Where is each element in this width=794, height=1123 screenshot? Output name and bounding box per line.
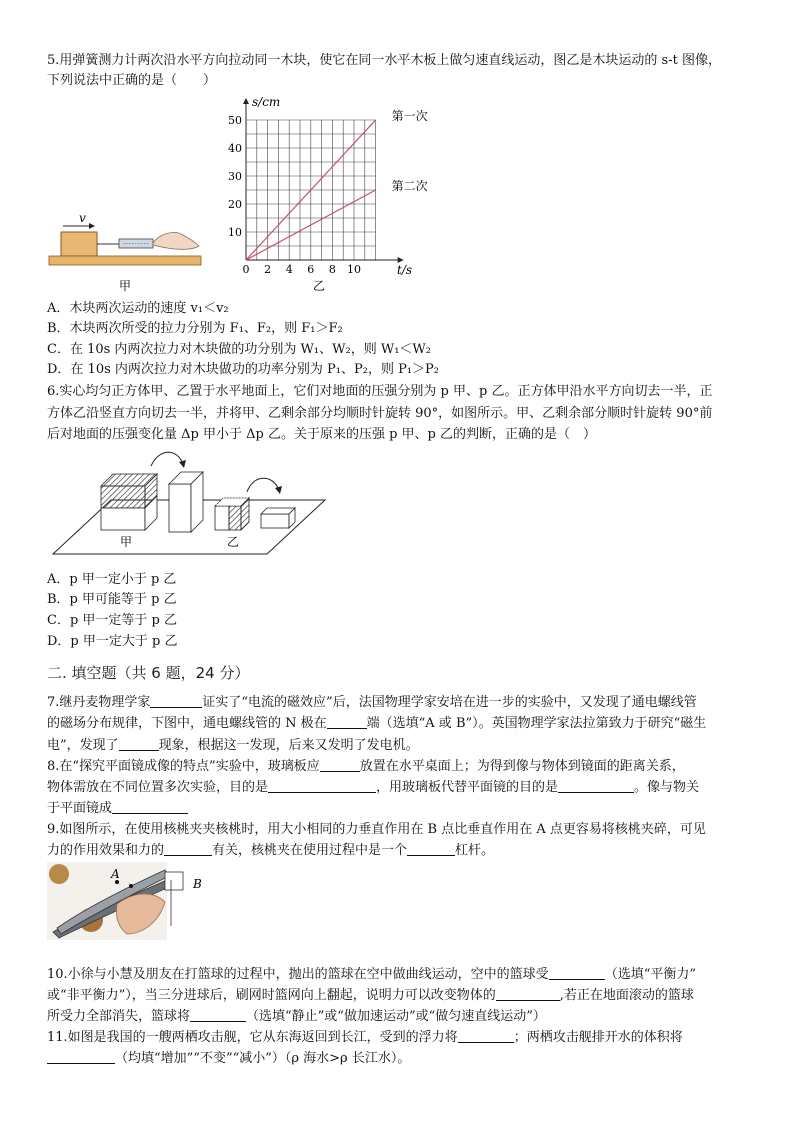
q8-line3: 于平面镜成 bbox=[47, 800, 188, 818]
point-b-label: B bbox=[193, 877, 202, 891]
answer-blank[interactable] bbox=[496, 987, 560, 1001]
y-axis-label: s/cm bbox=[252, 95, 281, 109]
y-tick-label: 10 bbox=[228, 226, 242, 239]
q6-figure bbox=[47, 446, 332, 558]
q11-line2: （均填“增加”“不变”“减小”）（ρ 海水>ρ 长江水）。 bbox=[47, 1050, 410, 1068]
q5-option-a: A．木块两次运动的速度 v₁＜v₂ bbox=[47, 301, 229, 316]
q6-stem-line1: 6.实心均匀正方体甲、乙置于水平地面上，它们对地面的压强分别为 p 甲、p 乙。正方体甲沿水平方向切去一半，正 bbox=[47, 384, 713, 399]
jia-cut-half bbox=[101, 486, 145, 508]
yi-remaining bbox=[215, 506, 229, 530]
q10-line2: 或“非平衡力”），当三分进球后，刷网时篮网向上翻起，说明力可以改变物体的 ,若正在地面滚动的篮球 bbox=[47, 988, 694, 1003]
x-tick-label: 2 bbox=[264, 263, 272, 276]
walnut-icon bbox=[49, 864, 69, 884]
q6-stem-line3: 后对地面的压强变化量 Δp 甲小于 Δp 乙。关于原来的压强 p 甲、p 乙的判断，正确的是（ ） bbox=[47, 427, 596, 442]
nutcracker-figure bbox=[47, 862, 217, 940]
wood-block bbox=[61, 232, 97, 256]
q5-option-c: C．在 10s 内两次拉力对木块做的功分别为 W₁、W₂，则 W₁＜W₂ bbox=[47, 342, 431, 357]
x-tick-label: 10 bbox=[347, 263, 361, 276]
chart-series bbox=[246, 108, 428, 260]
q5-stem-line2: 下列说法中正确的是（ ） bbox=[47, 73, 217, 88]
figure-jia-caption: 甲 bbox=[119, 279, 132, 293]
answer-blank[interactable] bbox=[268, 779, 376, 793]
figure-yi-caption: 乙 bbox=[313, 279, 326, 293]
q7-line1: 7.继丹麦物理学家 证实了“电流的磁效应”后，法国物理学家安培在进一步的实验中，又发现了通电螺线管 bbox=[47, 695, 697, 710]
answer-blank[interactable] bbox=[190, 1008, 246, 1022]
chart-ticks bbox=[228, 114, 361, 276]
q6-option-b: B．p 甲可能等于 p 乙 bbox=[47, 592, 177, 607]
q5-stem-line1: 5.用弹簧测力计两次沿水平方向拉动同一木块，使它在同一水平木板上做匀速直线运动，图乙是木块运动的 s-t 图像， bbox=[47, 53, 721, 68]
x-tick-label: 6 bbox=[307, 263, 315, 276]
answer-blank[interactable] bbox=[119, 737, 159, 751]
rotate-arrow-2 bbox=[247, 478, 279, 492]
velocity-label: v bbox=[79, 211, 86, 225]
point-a-label: A bbox=[111, 867, 120, 881]
rotate-arrow-1 bbox=[151, 452, 183, 466]
q9-line1: 9.如图所示，在使用核桃夹夹核桃时，用大小相同的力垂直作用在 B 点比垂直作用在 A 点更容易将核桃夹碎，可见 bbox=[47, 822, 706, 837]
jia-remaining bbox=[101, 508, 145, 530]
q5-option-d: D．在 10s 内两次拉力对木块做功的功率分别为 P₁、P₂，则 P₁＞P₂ bbox=[47, 362, 439, 377]
q10-line3: 所受力全部消失，篮球将 （选填“静止”或“做加速运动”或“做匀速直线运动”） bbox=[47, 1009, 546, 1024]
yi-rotated bbox=[261, 514, 289, 528]
answer-blank[interactable] bbox=[320, 758, 360, 772]
q7-line2: 的磁场分布规律，下图中，通电螺线管的 N 极在 端（选填“A 或 B”）。英国物理学家法拉第致力于研究“磁生 bbox=[47, 716, 707, 731]
answer-blank[interactable] bbox=[327, 715, 367, 729]
x-axis-label: t/s bbox=[397, 263, 413, 277]
hand bbox=[153, 232, 199, 249]
answer-blank[interactable] bbox=[112, 800, 188, 814]
q9-line2: 力的作用效果和力的 有关，核桃夹在使用过程中是一个 杠杆。 bbox=[47, 843, 495, 858]
q8-line1: 8.在“探究平面镜成像的特点”实验中，玻璃板应 放置在水平桌面上；为得到像与物体到镜面的距离关系， bbox=[47, 759, 685, 774]
q11-line1: 11.如图是我国的一艘两栖攻击舰，它从东海返回到长江，受到的浮力将 ；两栖攻击舰排开水的体积将 bbox=[47, 1030, 683, 1045]
series-label-1: 第一次 bbox=[391, 109, 428, 123]
series-label-2: 第二次 bbox=[391, 179, 428, 193]
jia-label: 甲 bbox=[120, 535, 133, 549]
yi-cut-half bbox=[229, 506, 241, 530]
answer-blank[interactable] bbox=[150, 694, 202, 708]
q5-option-b: B．木块两次所受的拉力分别为 F₁、F₂，则 F₁＞F₂ bbox=[47, 321, 343, 336]
y-tick-label: 40 bbox=[228, 142, 242, 155]
q7-line3: 电”，发现了 现象，根据这一发现，后来又发明了发电机。 bbox=[47, 738, 419, 753]
q6-option-c: C．p 甲一定等于 p 乙 bbox=[47, 613, 177, 628]
chart-axes bbox=[243, 98, 404, 263]
y-tick-label: 20 bbox=[228, 198, 242, 211]
y-tick-label: 50 bbox=[228, 114, 242, 127]
q6-option-a: A．p 甲一定小于 p 乙 bbox=[47, 572, 177, 587]
q8-line2: 物体需放在不同位置多次实验，目的是 ，用玻璃板代替平面镜的目的是 。像与物关 bbox=[47, 780, 700, 795]
answer-blank[interactable] bbox=[458, 1029, 514, 1043]
answer-blank[interactable] bbox=[47, 1050, 115, 1064]
x-tick-label: 8 bbox=[328, 263, 336, 276]
q10-line1: 10.小徐与小慧及朋友在打篮球的过程中，抛出的篮球在空中做曲线运动，空中的篮球受 （选填“平衡力” bbox=[47, 967, 696, 982]
answer-blank[interactable] bbox=[164, 842, 212, 856]
answer-blank[interactable] bbox=[558, 779, 634, 793]
wooden-board bbox=[49, 256, 201, 265]
section-title: 二. 填空题（共 6 题，24 分） bbox=[47, 664, 250, 682]
y-axis-arrowhead bbox=[243, 98, 249, 104]
q6-option-d: D．p 甲一定大于 p 乙 bbox=[47, 634, 178, 649]
jia-rotated bbox=[169, 484, 191, 532]
x-tick-label: 0 bbox=[242, 263, 250, 276]
answer-blank[interactable] bbox=[549, 966, 605, 980]
answer-blank[interactable] bbox=[407, 842, 455, 856]
yi-label: 乙 bbox=[227, 535, 240, 549]
point-b-box bbox=[165, 872, 183, 890]
velocity-arrowhead bbox=[89, 223, 95, 229]
q5-figure-jia bbox=[47, 210, 207, 300]
x-tick-label: 4 bbox=[285, 263, 293, 276]
s-t-chart bbox=[215, 88, 455, 298]
y-tick-label: 30 bbox=[228, 170, 242, 183]
q6-stem-line2: 方体乙沿竖直方向切去一半，并将甲、乙剩余部分均顺时针旋转 90°，如图所示。甲、乙剩余部分顺时针旋转 90°前 bbox=[47, 406, 713, 421]
